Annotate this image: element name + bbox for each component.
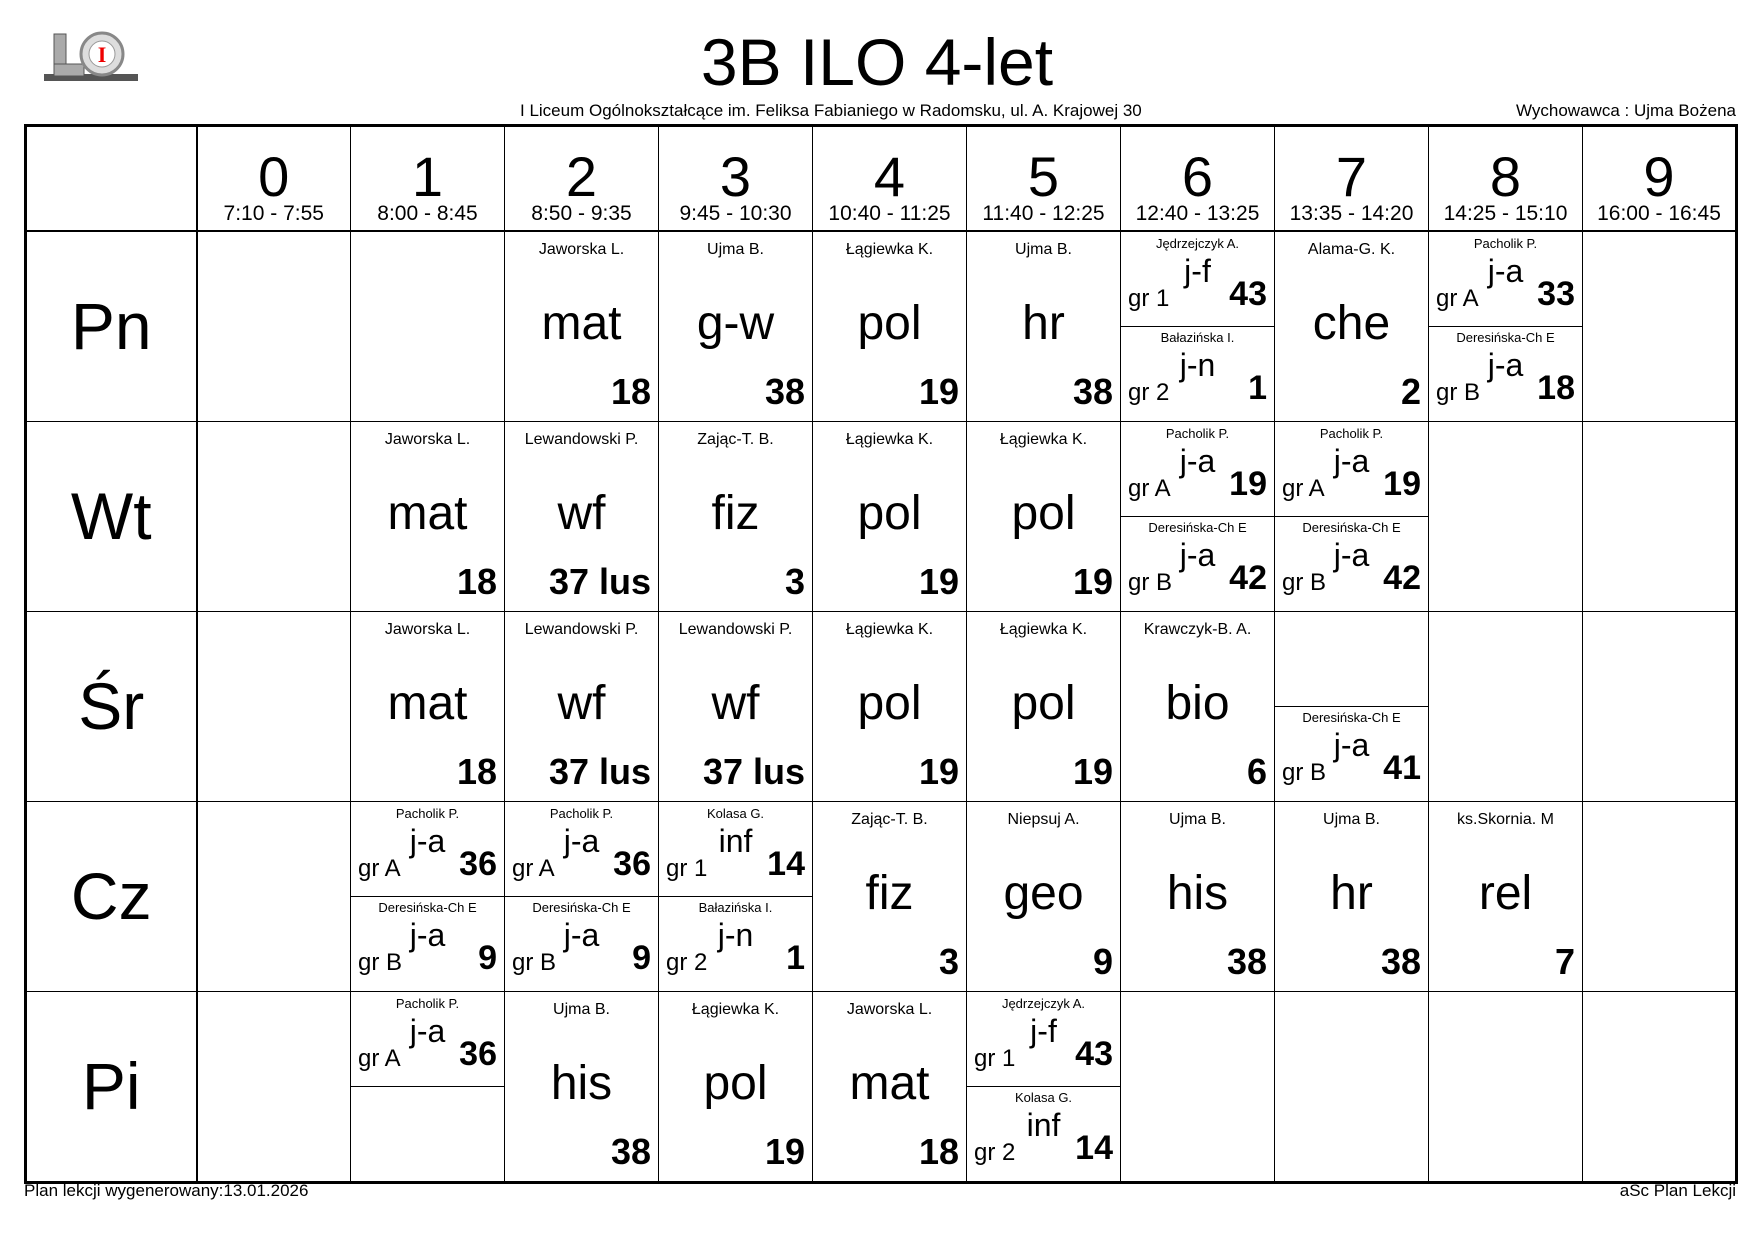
lesson-cell[interactable] <box>505 231 659 422</box>
lesson-subject: geo <box>1003 867 1084 920</box>
period-time: 7:10 - 7:55 <box>223 202 324 225</box>
period-time: 13:35 - 14:20 <box>1289 202 1414 225</box>
group-lesson-bottom[interactable] <box>659 896 812 991</box>
class-title: 3B ILO 4-let <box>700 25 1054 99</box>
group-lesson-bottom[interactable] <box>1429 326 1582 421</box>
empty-cell <box>1429 992 1583 1183</box>
lesson-cell[interactable] <box>659 802 813 992</box>
lesson-room: 1 <box>786 939 805 977</box>
lesson-room: 9 <box>632 939 651 977</box>
lesson-cell[interactable] <box>351 802 505 992</box>
empty-cell <box>351 231 505 422</box>
lesson-group: gr B <box>1128 569 1173 596</box>
lesson-cell[interactable] <box>1275 422 1429 612</box>
lesson-cell[interactable] <box>1275 802 1429 992</box>
lesson-room: 19 <box>918 751 959 792</box>
group-lesson-top[interactable] <box>967 992 1120 1087</box>
period-time: 8:50 - 9:35 <box>531 202 632 225</box>
lesson-room: 18 <box>918 1131 959 1172</box>
lesson-teacher: Krawczyk-B. A. <box>1143 621 1252 638</box>
group-lesson-top[interactable] <box>351 992 504 1087</box>
lesson-teacher: Łągiewka K. <box>999 621 1088 638</box>
group-lesson-top <box>1275 612 1428 707</box>
lesson-cell[interactable] <box>505 802 659 992</box>
lesson-teacher: Łągiewka K. <box>845 621 934 638</box>
lesson-teacher: Kolasa G. <box>1014 1090 1073 1105</box>
lesson-subject: fiz <box>865 867 914 920</box>
lesson-cell[interactable] <box>505 612 659 802</box>
empty-cell <box>1583 612 1737 802</box>
lesson-subject: wf <box>711 677 760 730</box>
period-header-0 <box>197 126 351 232</box>
lesson-subject: pol <box>703 1057 768 1110</box>
group-lesson-bottom <box>351 1086 504 1181</box>
period-number: 5 <box>1027 145 1060 208</box>
lesson-cell[interactable] <box>813 231 967 422</box>
lesson-subject: j-a <box>409 917 446 953</box>
lesson-group: gr 1 <box>1128 285 1170 312</box>
lesson-room: 19 <box>1072 561 1113 602</box>
lesson-subject: j-a <box>1333 537 1370 573</box>
lesson-subject: hr <box>1330 867 1373 920</box>
lesson-room: 37 lus <box>702 751 805 792</box>
lesson-subject: pol <box>1011 487 1076 540</box>
lesson-room: 36 <box>613 845 651 883</box>
group-lesson-bottom[interactable] <box>1121 326 1274 421</box>
lesson-room: 19 <box>1072 751 1113 792</box>
lesson-subject: che <box>1312 297 1391 350</box>
day-row <box>26 802 1737 992</box>
lesson-room: 43 <box>1075 1035 1113 1073</box>
lesson-teacher: Zając-T. B. <box>697 431 774 448</box>
lesson-teacher: Ujma B. <box>1323 811 1380 828</box>
lesson-group: gr 1 <box>666 855 708 882</box>
lesson-teacher: Pacholik P. <box>395 996 460 1011</box>
lesson-room: 37 lus <box>548 751 651 792</box>
lesson-teacher: Kolasa G. <box>706 806 765 821</box>
day-name: Wt <box>70 479 152 553</box>
software-name: aSc Plan Lekcji <box>1619 1181 1736 1200</box>
lesson-subject: mat <box>387 677 468 730</box>
day-name-cell <box>26 992 197 1183</box>
lesson-subject: inf <box>718 823 753 859</box>
lesson-group: gr A <box>1128 475 1171 502</box>
lesson-group: gr 2 <box>1128 379 1170 406</box>
lesson-teacher: ks.Skornia. M <box>1457 811 1554 828</box>
lesson-group: gr A <box>512 855 555 882</box>
lesson-group: gr A <box>358 855 401 882</box>
period-header-5 <box>967 126 1121 232</box>
lesson-subject: pol <box>857 297 922 350</box>
lesson-cell[interactable] <box>1121 802 1275 992</box>
lesson-room: 18 <box>456 751 497 792</box>
lesson-cell[interactable] <box>659 992 813 1183</box>
school-name: I Liceum Ogólnokształcące im. Feliksa Fabianiego w Radomsku, ul. A. Krajowej 30 <box>520 101 1142 120</box>
lesson-teacher: Deresińska-Ch E <box>532 900 631 915</box>
lesson-subject: wf <box>557 677 606 730</box>
period-time: 11:40 - 12:25 <box>982 202 1105 225</box>
period-number: 7 <box>1335 145 1368 208</box>
lesson-teacher: Jaworska L. <box>846 1001 933 1018</box>
period-number: 6 <box>1181 145 1214 208</box>
day-name: Cz <box>70 859 152 933</box>
group-lesson-bottom[interactable] <box>1121 516 1274 611</box>
lesson-teacher: Jaworska L. <box>384 621 471 638</box>
lesson-teacher: Jaworska L. <box>384 431 471 448</box>
lesson-teacher: Niepsuj A. <box>1007 811 1080 828</box>
lesson-subject: hr <box>1022 297 1065 350</box>
class-tutor: Wychowawca : Ujma Bożena <box>1516 101 1736 120</box>
period-number: 8 <box>1489 145 1522 208</box>
lesson-teacher: Łągiewka K. <box>845 431 934 448</box>
day-row <box>26 231 1737 422</box>
lesson-cell[interactable] <box>967 231 1121 422</box>
period-header-9 <box>1583 126 1737 232</box>
lesson-cell[interactable] <box>659 612 813 802</box>
lesson-subject: bio <box>1165 677 1230 730</box>
day-row <box>26 992 1737 1183</box>
day-name: Pn <box>70 289 152 363</box>
lesson-teacher: Ujma B. <box>1015 241 1072 258</box>
lesson-room: 1 <box>1248 369 1267 407</box>
lesson-group: gr A <box>1436 285 1479 312</box>
lesson-subject: j-f <box>1184 253 1211 289</box>
period-header-4 <box>813 126 967 232</box>
period-number: 0 <box>258 145 290 208</box>
empty-cell <box>197 231 351 422</box>
period-header-6 <box>1121 126 1275 232</box>
day-name: Pi <box>81 1049 141 1123</box>
group-lesson-bottom[interactable] <box>351 896 504 991</box>
lesson-teacher: Lewandowski P. <box>678 621 793 638</box>
lesson-cell[interactable] <box>1429 802 1583 992</box>
group-lesson-top[interactable] <box>1121 422 1274 517</box>
empty-cell <box>1121 992 1275 1183</box>
period-header-3 <box>659 126 813 232</box>
lesson-room: 3 <box>938 941 959 982</box>
lesson-subject: his <box>1166 867 1229 920</box>
group-lesson-top[interactable] <box>1429 232 1582 327</box>
empty-cell <box>197 802 351 992</box>
group-lesson-top[interactable] <box>1121 232 1274 327</box>
lesson-teacher: Pacholik P. <box>549 806 614 821</box>
lesson-room: 9 <box>1092 941 1113 982</box>
lesson-teacher: Lewandowski P. <box>524 431 639 448</box>
empty-cell <box>1429 612 1583 802</box>
lesson-cell[interactable] <box>351 422 505 612</box>
period-header-2 <box>505 126 659 232</box>
svg-text:I: I <box>97 42 107 67</box>
lesson-room: 19 <box>1383 465 1421 503</box>
empty-cell <box>197 612 351 802</box>
day-name-cell <box>26 802 197 992</box>
lesson-room: 19 <box>918 561 959 602</box>
period-time: 16:00 - 16:45 <box>1597 202 1721 225</box>
period-header-1 <box>351 126 505 232</box>
lesson-subject: wf <box>557 487 606 540</box>
lesson-group: gr 2 <box>974 1139 1016 1166</box>
lesson-subject: pol <box>857 677 922 730</box>
lesson-subject: j-a <box>1333 443 1370 479</box>
empty-cell <box>1275 992 1429 1183</box>
lesson-room: 19 <box>1229 465 1267 503</box>
lesson-room: 14 <box>1075 1129 1113 1167</box>
lesson-subject: j-a <box>409 823 446 859</box>
lesson-cell[interactable] <box>813 422 967 612</box>
lesson-teacher: Łągiewka K. <box>691 1001 780 1018</box>
lesson-group: gr B <box>512 949 557 976</box>
period-number: 3 <box>719 145 752 208</box>
lesson-room: 43 <box>1229 275 1267 313</box>
period-header-row <box>26 126 1737 232</box>
timetable <box>24 124 1738 1184</box>
lesson-cell[interactable] <box>1275 612 1429 802</box>
lesson-teacher: Jędrzejczyk A. <box>1155 236 1240 251</box>
lesson-group: gr B <box>1282 569 1327 596</box>
lesson-room: 6 <box>1246 751 1267 792</box>
lesson-teacher: Lewandowski P. <box>524 621 639 638</box>
period-number: 2 <box>565 145 598 208</box>
lesson-cell[interactable] <box>351 612 505 802</box>
lesson-teacher: Deresińska-Ch E <box>1302 520 1401 535</box>
lesson-room: 18 <box>610 371 651 412</box>
lesson-teacher: Alama-G. K. <box>1307 241 1396 258</box>
lesson-teacher: Pacholik P. <box>1319 426 1384 441</box>
period-time: 10:40 - 11:25 <box>828 202 951 225</box>
lesson-teacher: Bałazińska I. <box>698 900 773 915</box>
lesson-subject: j-a <box>1487 347 1524 383</box>
lesson-room: 36 <box>459 1035 497 1073</box>
period-number: 1 <box>411 145 444 208</box>
day-row <box>26 422 1737 612</box>
group-lesson-bottom[interactable] <box>1275 516 1428 611</box>
lesson-subject: j-a <box>409 1013 446 1049</box>
lesson-teacher: Ujma B. <box>707 241 764 258</box>
period-time: 9:45 - 10:30 <box>679 202 792 225</box>
lesson-teacher: Deresińska-Ch E <box>378 900 477 915</box>
empty-cell <box>1583 422 1737 612</box>
lesson-cell[interactable] <box>505 422 659 612</box>
period-header-7 <box>1275 126 1429 232</box>
lesson-teacher: Zając-T. B. <box>851 811 928 828</box>
lesson-subject: his <box>550 1057 613 1110</box>
lesson-teacher: Pacholik P. <box>1165 426 1230 441</box>
empty-cell <box>1583 802 1737 992</box>
lesson-cell[interactable] <box>967 802 1121 992</box>
group-lesson-bottom[interactable] <box>967 1086 1120 1181</box>
lesson-cell[interactable] <box>505 992 659 1183</box>
lesson-room: 19 <box>918 371 959 412</box>
lesson-teacher: Ujma B. <box>553 1001 610 1018</box>
lesson-subject: fiz <box>711 487 760 540</box>
lesson-cell[interactable] <box>967 992 1121 1183</box>
lesson-subject: mat <box>849 1057 930 1110</box>
day-row <box>26 612 1737 802</box>
lesson-group: gr B <box>1282 759 1327 786</box>
lesson-cell[interactable] <box>813 612 967 802</box>
lesson-group: gr 2 <box>666 949 708 976</box>
lesson-group: gr B <box>358 949 403 976</box>
lesson-teacher: Pacholik P. <box>1473 236 1538 251</box>
lesson-cell[interactable] <box>967 422 1121 612</box>
lesson-cell[interactable] <box>1121 231 1275 422</box>
period-time: 8:00 - 8:45 <box>377 202 478 225</box>
empty-cell <box>1583 992 1737 1183</box>
lesson-room: 2 <box>1400 371 1421 412</box>
lesson-teacher: Deresińska-Ch E <box>1148 520 1247 535</box>
lesson-room: 37 lus <box>548 561 651 602</box>
lesson-room: 38 <box>1072 371 1113 412</box>
lesson-room: 18 <box>456 561 497 602</box>
empty-cell <box>197 992 351 1183</box>
lesson-cell[interactable] <box>351 992 505 1183</box>
lesson-room: 14 <box>767 845 805 883</box>
lesson-subject: mat <box>541 297 622 350</box>
lesson-room: 41 <box>1383 749 1421 787</box>
lesson-group: gr A <box>1282 475 1325 502</box>
period-time: 14:25 - 15:10 <box>1443 202 1568 225</box>
group-lesson-top[interactable] <box>1275 422 1428 517</box>
group-lesson-top[interactable] <box>505 802 658 897</box>
lesson-teacher: Bałazińska I. <box>1160 330 1235 345</box>
lesson-subject: j-a <box>1179 537 1216 573</box>
corner-cell <box>26 126 197 232</box>
lesson-subject: g-w <box>696 297 775 350</box>
lesson-room: 18 <box>1537 369 1575 407</box>
lesson-subject: pol <box>1011 677 1076 730</box>
lesson-cell[interactable] <box>1429 231 1583 422</box>
period-header-8 <box>1429 126 1583 232</box>
lesson-teacher: Ujma B. <box>1169 811 1226 828</box>
empty-cell <box>1583 231 1737 422</box>
day-name-cell <box>26 422 197 612</box>
lesson-subject: mat <box>387 487 468 540</box>
lesson-teacher: Łągiewka K. <box>999 431 1088 448</box>
group-lesson-bottom[interactable] <box>1275 706 1428 801</box>
lesson-teacher: Łągiewka K. <box>845 241 934 258</box>
day-name-cell <box>26 612 197 802</box>
lesson-cell[interactable] <box>659 422 813 612</box>
lesson-room: 19 <box>764 1131 805 1172</box>
group-lesson-top[interactable] <box>659 802 812 897</box>
lesson-group: gr B <box>1436 379 1481 406</box>
lesson-subject: j-f <box>1030 1013 1057 1049</box>
day-name-cell <box>26 231 197 422</box>
lesson-room: 9 <box>478 939 497 977</box>
lesson-teacher: Deresińska-Ch E <box>1302 710 1401 725</box>
lesson-room: 38 <box>1226 941 1267 982</box>
period-number: 9 <box>1643 145 1675 208</box>
generated-date: Plan lekcji wygenerowany:13.01.2026 <box>24 1181 309 1200</box>
lesson-subject: inf <box>1026 1107 1061 1143</box>
lesson-subject: rel <box>1478 867 1533 920</box>
lesson-cell[interactable] <box>813 802 967 992</box>
lesson-subject: j-a <box>1333 727 1370 763</box>
lesson-teacher: Jaworska L. <box>538 241 625 258</box>
lesson-teacher: Deresińska-Ch E <box>1456 330 1555 345</box>
lesson-room: 38 <box>610 1131 651 1172</box>
group-lesson-bottom[interactable] <box>505 896 658 991</box>
empty-cell <box>197 422 351 612</box>
lesson-room: 3 <box>784 561 805 602</box>
lesson-room: 42 <box>1383 559 1421 597</box>
lesson-group: gr 1 <box>974 1045 1016 1072</box>
lesson-teacher: Jędrzejczyk A. <box>1001 996 1086 1011</box>
group-lesson-top[interactable] <box>351 802 504 897</box>
lesson-room: 38 <box>764 371 805 412</box>
lesson-cell[interactable] <box>1121 612 1275 802</box>
lesson-subject: j-a <box>1487 253 1524 289</box>
lesson-room: 7 <box>1554 941 1575 982</box>
lesson-subject: j-a <box>1179 443 1216 479</box>
lesson-room: 38 <box>1380 941 1421 982</box>
period-number: 4 <box>873 145 906 208</box>
lesson-subject: j-a <box>563 823 600 859</box>
lesson-cell[interactable] <box>659 231 813 422</box>
lesson-room: 42 <box>1229 559 1267 597</box>
empty-cell <box>1429 422 1583 612</box>
lesson-cell[interactable] <box>813 992 967 1183</box>
lesson-cell[interactable] <box>1121 422 1275 612</box>
lesson-room: 33 <box>1537 275 1575 313</box>
lesson-group: gr A <box>358 1045 401 1072</box>
lesson-teacher: Pacholik P. <box>395 806 460 821</box>
lesson-subject: j-a <box>563 917 600 953</box>
period-time: 12:40 - 13:25 <box>1135 202 1260 225</box>
lesson-subject: pol <box>857 487 922 540</box>
lesson-cell[interactable] <box>1275 231 1429 422</box>
day-name: Śr <box>78 669 145 743</box>
lesson-subject: j-n <box>717 917 754 953</box>
lesson-cell[interactable] <box>967 612 1121 802</box>
lesson-room: 36 <box>459 845 497 883</box>
lesson-subject: j-n <box>1179 347 1216 383</box>
